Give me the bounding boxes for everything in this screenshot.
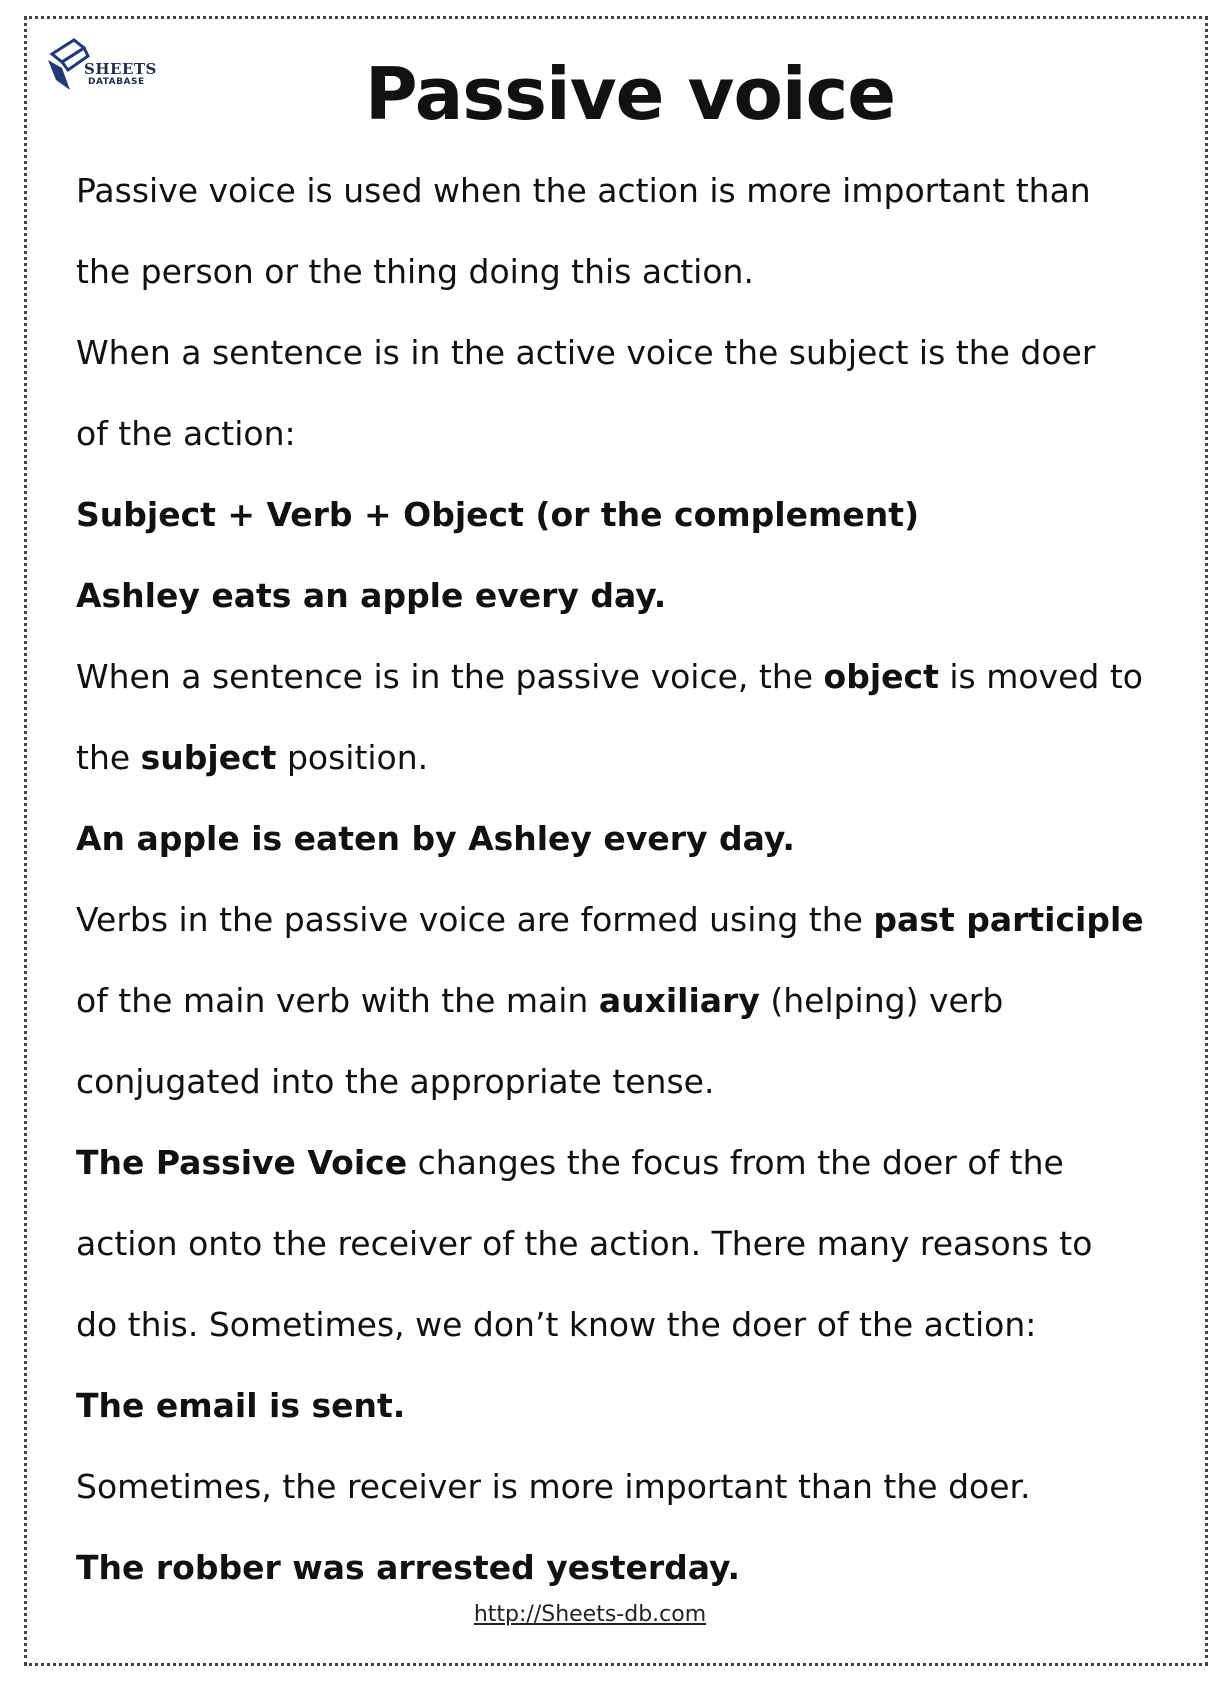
text-segment: conjugated into the appropriate tense. bbox=[76, 1062, 715, 1101]
bold-term: auxiliary bbox=[598, 981, 760, 1020]
text-segment: The robber was arrested yesterday. bbox=[76, 1548, 741, 1587]
text-line bbox=[76, 798, 1156, 879]
text-segment: The email is sent. bbox=[76, 1386, 406, 1425]
text-segment: is moved to bbox=[938, 657, 1143, 696]
bold-term: object bbox=[823, 657, 939, 696]
text-line bbox=[76, 312, 1156, 393]
text-segment: action onto the receiver of the action. There many reasons to bbox=[76, 1224, 1093, 1263]
text-line bbox=[76, 636, 1156, 717]
text-segment: the bbox=[76, 738, 141, 777]
bold-term: past participle bbox=[873, 900, 1144, 939]
bold-term: The Passive Voice bbox=[76, 1143, 408, 1182]
page-title: Passive voice bbox=[364, 52, 896, 136]
text-line bbox=[76, 1365, 1156, 1446]
text-segment: Subject + Verb + Object (or the complement) bbox=[76, 495, 920, 534]
text-line bbox=[76, 1527, 1156, 1608]
text-line bbox=[76, 1446, 1156, 1527]
text-segment: position. bbox=[276, 738, 429, 777]
text-segment: changes the focus from the doer of the bbox=[407, 1143, 1064, 1182]
text-line bbox=[76, 960, 1156, 1041]
text-line bbox=[76, 150, 1156, 231]
text-segment: Ashley eats an apple every day. bbox=[76, 576, 667, 615]
logo-text-sheets: SHEETS bbox=[84, 60, 157, 78]
text-line bbox=[76, 555, 1156, 636]
text-line bbox=[76, 1203, 1156, 1284]
text-segment: the person or the thing doing this action. bbox=[76, 252, 754, 291]
text-line bbox=[76, 231, 1156, 312]
text-segment: Verbs in the passive voice are formed using the bbox=[76, 900, 874, 939]
text-segment: Passive voice is used when the action is more important than bbox=[76, 171, 1091, 210]
text-segment: Sometimes, the receiver is more important than the doer. bbox=[76, 1467, 1031, 1506]
text-segment: of the main verb with the main bbox=[76, 981, 599, 1020]
text-line bbox=[76, 474, 1156, 555]
text-line bbox=[76, 1284, 1156, 1365]
text-segment: do this. Sometimes, we don’t know the doer of the action: bbox=[76, 1305, 1037, 1344]
bold-term: subject bbox=[140, 738, 277, 777]
text-line bbox=[76, 1122, 1156, 1203]
text-segment: When a sentence is in the active voice the subject is the doer bbox=[76, 333, 1096, 372]
text-segment: An apple is eaten by Ashley every day. bbox=[76, 819, 795, 858]
footer-link[interactable]: http://Sheets-db.com bbox=[473, 1602, 707, 1627]
lesson-text bbox=[76, 150, 1156, 1608]
text-line bbox=[76, 717, 1156, 798]
logo-text-database: DATABASE bbox=[88, 77, 145, 87]
text-line bbox=[76, 879, 1156, 960]
text-line bbox=[76, 393, 1156, 474]
text-line bbox=[76, 1041, 1156, 1122]
text-segment: When a sentence is in the passive voice, the bbox=[76, 657, 824, 696]
text-segment: of the action: bbox=[76, 414, 296, 453]
text-segment: (helping) verb bbox=[759, 981, 1004, 1020]
